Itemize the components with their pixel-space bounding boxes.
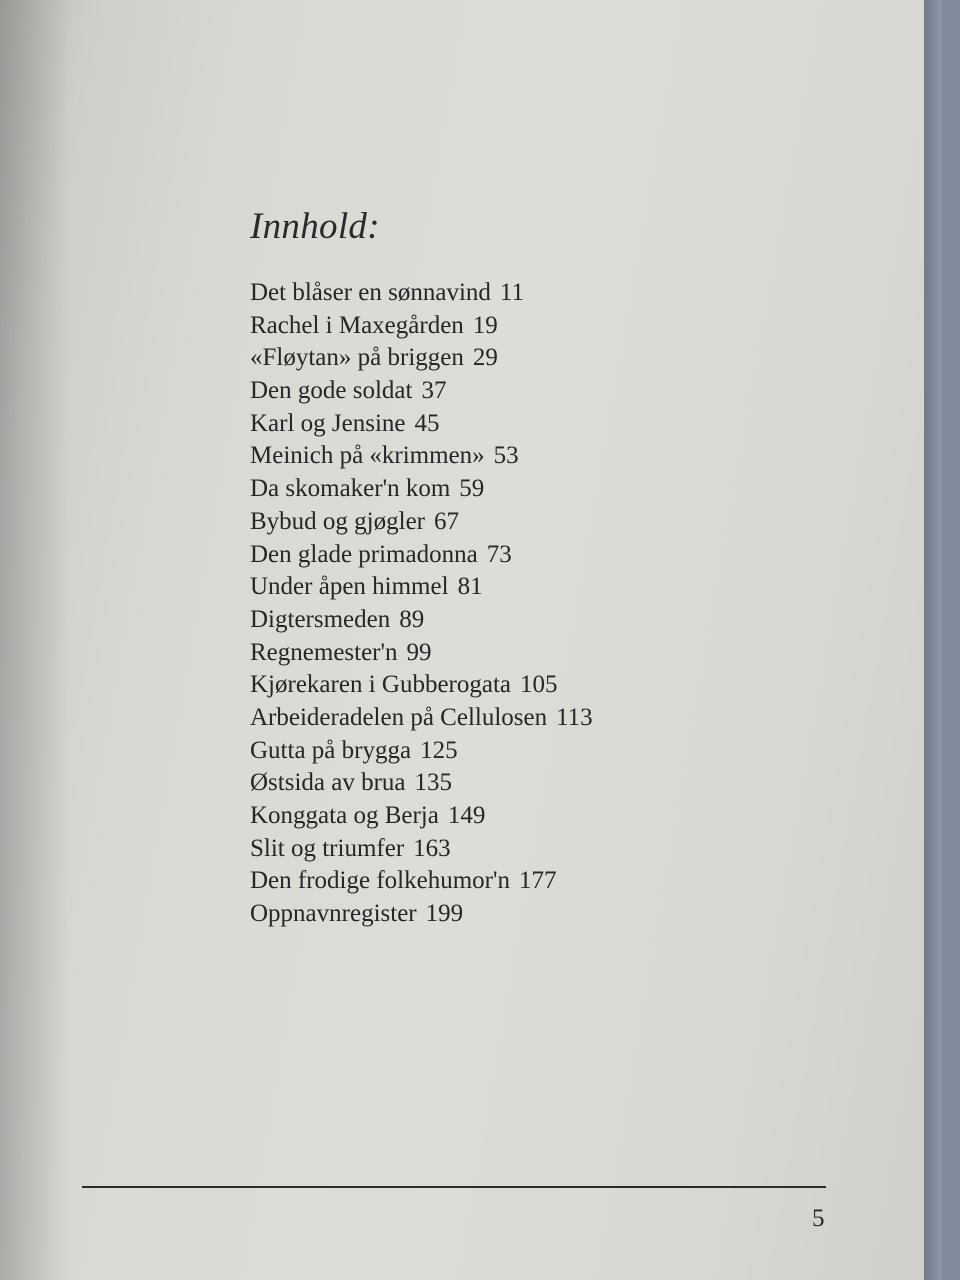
toc-entry-title: Det blåser en sønnavind [250, 279, 491, 306]
toc-entry [250, 310, 593, 343]
toc-entry-page: 73 [486, 540, 512, 568]
toc-entry-page: 59 [459, 475, 485, 503]
toc-entry-page: 177 [519, 867, 557, 895]
page-number: 5 [812, 1205, 825, 1232]
toc-entry [250, 800, 593, 833]
toc-entry [250, 767, 593, 800]
toc-entry-title: Digtersmeden [250, 605, 391, 633]
toc-entry-page: 135 [414, 769, 453, 797]
table-of-contents [250, 277, 593, 931]
toc-entry-title: Oppnavnregister [250, 900, 417, 928]
toc-entry-page: 89 [399, 605, 425, 633]
toc-entry-title: Da skomaker'n kom [250, 475, 451, 503]
toc-entry [250, 408, 593, 441]
toc-entry [250, 539, 593, 572]
footer-rule [82, 1186, 826, 1188]
toc-entry-title: Østsida av brua [250, 769, 406, 797]
toc-entry-title: «Fløytan» på briggen [250, 344, 464, 372]
toc-entry-page: 81 [457, 573, 483, 601]
toc-entry [250, 571, 593, 604]
toc-entry-page: 105 [520, 671, 558, 699]
toc-entry-title: Bybud og gjøgler [250, 507, 425, 535]
page-title: Innhold: [250, 206, 380, 247]
toc-entry-title: Arbeideradelen på Cellulosen [250, 703, 548, 731]
toc-entry-page: 149 [447, 802, 486, 829]
toc-entry-page: 163 [413, 834, 451, 862]
toc-entry-title: Den frodige folkehumor'n [250, 867, 510, 895]
toc-entry-page: 125 [420, 736, 458, 764]
toc-entry-title: Rachel i Maxegården [250, 311, 464, 339]
page-edge [924, 0, 942, 1280]
toc-entry [250, 604, 593, 637]
toc-entry [250, 440, 593, 473]
toc-entry [250, 669, 593, 702]
page-shadow [0, 0, 70, 1280]
toc-entry [250, 702, 593, 735]
toc-entry [250, 637, 593, 670]
toc-entry [250, 342, 593, 375]
toc-entry-title: Den glade primadonna [250, 540, 478, 568]
toc-entry-page: 45 [414, 409, 440, 437]
toc-entry-page: 99 [406, 638, 432, 666]
toc-entry [250, 506, 593, 539]
toc-entry-page: 67 [434, 507, 459, 535]
toc-entry [250, 898, 593, 931]
toc-entry-page: 29 [472, 344, 498, 372]
toc-entry [250, 865, 593, 898]
toc-entry-title: Regnemester'n [250, 638, 398, 666]
toc-entry-title: Konggata og Berja [250, 802, 439, 829]
toc-entry [250, 277, 593, 310]
toc-entry [250, 375, 593, 408]
toc-entry-title: Meinich på «krimmen» [250, 442, 485, 470]
toc-entry-title: Under åpen himmel [250, 573, 449, 601]
toc-entry-title: Kjørekaren i Gubberogata [250, 671, 511, 699]
toc-entry-title: Slit og triumfer [250, 834, 405, 862]
toc-entry-page: 19 [472, 311, 498, 339]
toc-entry-page: 11 [499, 279, 524, 306]
toc-entry-page: 37 [421, 377, 447, 405]
toc-entry-page: 113 [556, 703, 593, 731]
toc-entry [250, 735, 593, 768]
toc-entry-page: 199 [425, 900, 464, 928]
toc-entry-title: Gutta på brygga [250, 736, 412, 764]
toc-entry-page: 53 [493, 442, 519, 470]
toc-entry-title: Karl og Jensine [250, 409, 406, 437]
toc-entry [250, 473, 593, 506]
toc-entry-title: Den gode soldat [250, 377, 413, 405]
toc-entry [250, 833, 593, 866]
